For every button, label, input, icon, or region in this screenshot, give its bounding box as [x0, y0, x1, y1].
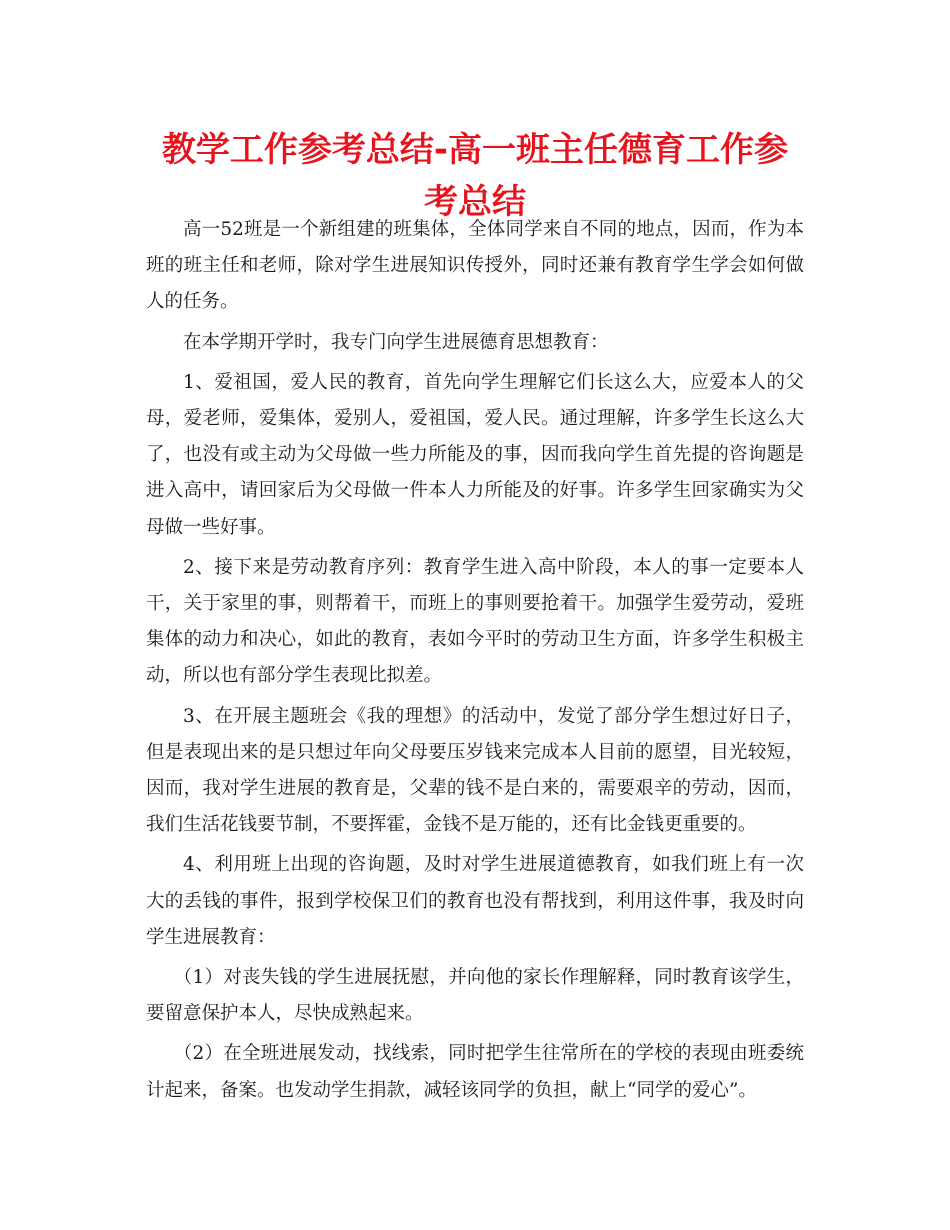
- paragraph-intro: 高一52班是一个新组建的班集体，全体同学来自不同的地点，因而，作为本班的班主任和老师，除对学生进展知识传授外，同时还兼有教育学生学会如何做人的任务。: [146, 219, 804, 313]
- paragraph-opening: 在本学期开学时，我专门向学生进展德育思想教育：: [183, 331, 609, 353]
- paragraph-item-2: 2、接下来是劳动教育序列：教育学生进入高中阶段，本人的事一定要本人干，关于家里的事，则帮着干，而班上的事则要抢着干。加强学生爱劳动，爱班集体的动力和决心，如此的教育，表如今平时的劳动卫生方面，许多学生积极主动，所以也有部分学生表现比拟差。: [146, 556, 804, 687]
- paragraph-item-4: 4、利用班上出现的咨询题，及时对学生进展道德教育，如我们班上有一次大的丢钱的事件，报到学校保卫们的教育也没有帮找到，利用这件事，我及时向学生进展教育：: [146, 854, 804, 948]
- paragraph-subitem-1: （1）对丧失钱的学生进展抚慰，并向他的家长作理解释，同时教育该学生，要留意保护本人，尽快成熟起来。: [146, 967, 804, 1025]
- document-title: 教学工作参考总结-高一班主任德育工作参考总结: [161, 130, 789, 222]
- document-body: [146, 212, 804, 1113]
- paragraph-item-1: 1、爱祖国，爱人民的教育，首先向学生理解它们长这么大，应爱本人的父母，爱老师，爱集体，爱别人，爱祖国，爱人民。通过理解，许多学生长这么大了，也没有或主动为父母做一些力所能及的事，因而我向学生首先提的咨询题是进入高中，请回家后为父母做一件本人力所能及的好事。许多学生回家确实为父母做一些好事。: [146, 371, 804, 538]
- paragraph-item-3: 3、在开展主题班会《我的理想》的活动中，发觉了部分学生想过好日子，但是表现出来的是只想过年向父母要压岁钱来完成本人目前的愿望，目光较短，因而，我对学生进展的教育是，父辈的钱不是白来的，需要艰辛的劳动，因而，我们生活花钱要节制，不要挥霍，金钱不是万能的，还有比金钱更重要的。: [146, 705, 804, 836]
- paragraph-subitem-2: （2）在全班进展发动，找线索，同时把学生往常所在的学校的表现由班委统计起来，备案。也发动学生捐款，减轻该同学的负担，献上“同学的爱心”。: [146, 1043, 804, 1101]
